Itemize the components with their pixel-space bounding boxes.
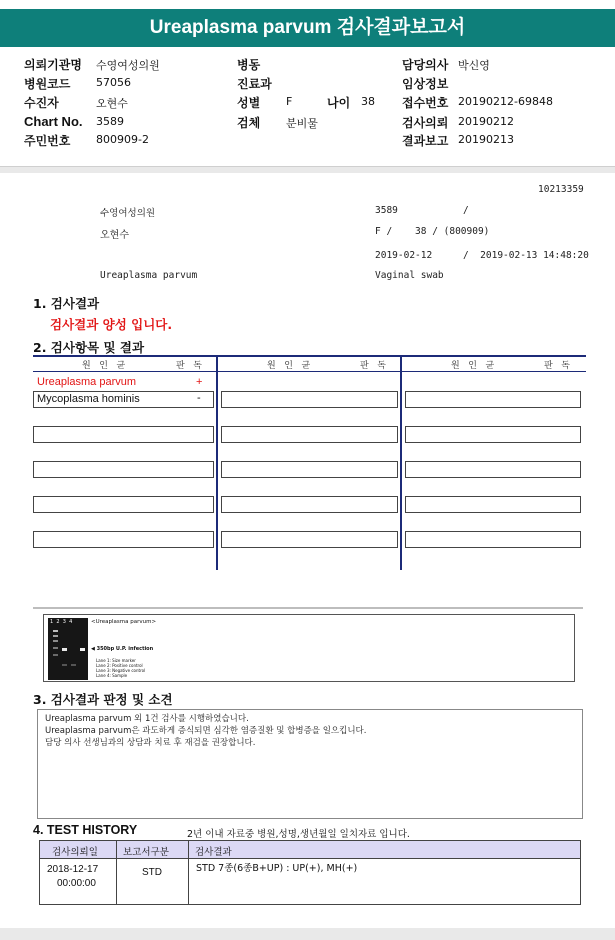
- grid-header-rule: [33, 371, 586, 372]
- label-chart-no: Chart No.: [24, 114, 83, 129]
- meta-date-request: 2019-02-12: [375, 250, 433, 261]
- col-header-judge-1: 판 독: [176, 361, 202, 371]
- value-hospital-code: 57056: [96, 76, 131, 89]
- gel-image-frame: [43, 614, 575, 682]
- result-cell: [221, 461, 398, 478]
- label-requesting-clinic: 의뢰기관명: [24, 58, 82, 72]
- col-header-judge-2: 판 독: [360, 361, 386, 371]
- gel-legend-item: Lane 3: Negative control: [96, 668, 146, 673]
- gel-legend-item: Lane 1: Size marker: [96, 658, 136, 663]
- result-cell: [33, 496, 214, 513]
- value-report-date: 20190213: [458, 133, 514, 146]
- gel-band: [71, 664, 76, 666]
- meta-clinic: 수영여성의원: [100, 208, 156, 219]
- grid-divider-1: [216, 356, 218, 570]
- grid-top-rule: [33, 355, 586, 357]
- meta-specimen: Vaginal swab: [375, 270, 444, 281]
- document-id: 10213359: [538, 184, 584, 195]
- value-sex: F: [286, 95, 293, 108]
- label-specimen: 검체: [237, 116, 261, 130]
- meta-test-name: Ureaplasma parvum: [100, 270, 198, 281]
- section4-title: 4. TEST HISTORY: [33, 823, 138, 837]
- label-clinical-info: 임상정보: [402, 77, 449, 91]
- gel-title: <Ureaplasma parvum>: [91, 619, 157, 625]
- history-header-type: 보고서구분: [123, 847, 169, 858]
- gel-lane-numbers: 1 2 3 4: [50, 619, 73, 625]
- report-title: Ureaplasma parvum 검사결과보고서: [0, 9, 615, 47]
- label-report-date: 결과보고: [402, 134, 449, 148]
- header-separator: [0, 167, 615, 173]
- label-resident-no: 주민번호: [24, 134, 71, 148]
- opinion-line: 담당 의사 선생님과의 상담과 치료 후 재검을 권장합니다.: [45, 738, 256, 748]
- result-cell: [33, 461, 214, 478]
- pathogen-name-mycoplasma: Mycoplasma hominis: [37, 393, 140, 405]
- gel-band: [80, 648, 85, 651]
- gel-band-label: ◀ 350bp U.P. infection: [91, 646, 154, 652]
- gel-electrophoresis-image: [48, 618, 88, 680]
- meta-date-report: / 2019-02-13 14:48:20: [463, 250, 589, 261]
- opinion-box: [37, 709, 583, 819]
- value-chart-no: 3589: [96, 115, 124, 128]
- value-specimen: 분비물: [286, 117, 318, 130]
- result-summary: 검사결과 양성 입니다.: [50, 317, 173, 332]
- section-separator: [33, 607, 583, 609]
- value-resident-no: 800909-2: [96, 133, 149, 146]
- history-date: 2018-12-17: [47, 864, 99, 875]
- result-cell: [33, 531, 214, 548]
- result-cell: [405, 426, 581, 443]
- label-ward: 병동: [237, 58, 261, 72]
- label-sex: 성별: [237, 96, 261, 110]
- gel-legend-item: Lane 4: Sample: [96, 673, 128, 678]
- label-age: 나이: [327, 96, 351, 110]
- history-time: 00:00:00: [57, 878, 96, 889]
- meta-chart: 3589: [375, 205, 398, 216]
- label-request-date: 검사의뢰: [402, 116, 449, 130]
- result-cell: [221, 531, 398, 548]
- value-age: 38: [361, 95, 375, 108]
- label-hospital-code: 병원코드: [24, 77, 71, 91]
- value-doctor: 박신영: [458, 59, 490, 72]
- gel-band: [53, 640, 58, 642]
- meta-chart-slash: /: [463, 205, 469, 216]
- pathogen-name-ureaplasma: Ureaplasma parvum: [37, 376, 137, 388]
- opinion-line: Ureaplasma parvum 외 1건 검사를 시행하였습니다.: [45, 714, 249, 724]
- history-col-divider: [188, 841, 189, 904]
- result-cell: [405, 496, 581, 513]
- value-receipt-no: 20190212-69848: [458, 95, 553, 108]
- label-doctor: 담당의사: [402, 58, 449, 72]
- meta-sex-age: F / 38 / (800909): [375, 226, 490, 237]
- grid-divider-2: [400, 356, 402, 570]
- history-type: STD: [142, 867, 162, 878]
- footer-band: [0, 928, 615, 940]
- history-col-divider: [116, 841, 117, 904]
- result-cell: [405, 461, 581, 478]
- result-cell: [405, 391, 581, 408]
- section1-title: 1. 검사결과: [33, 296, 100, 311]
- value-patient: 오현수: [96, 97, 128, 110]
- gel-band: [62, 648, 67, 651]
- history-header-date: 검사의뢰일: [52, 847, 98, 858]
- label-department: 진료과: [237, 77, 272, 91]
- pathogen-result-ureaplasma: +: [196, 376, 203, 388]
- value-requesting-clinic: 수영여성의원: [96, 59, 160, 72]
- history-result: STD 7종(6종B+UP) : UP(+), MH(+): [196, 863, 358, 874]
- gel-band: [53, 647, 58, 649]
- col-header-pathogen-3: 원 인 균: [451, 361, 495, 371]
- col-header-judge-3: 판 독: [544, 361, 570, 371]
- gel-band: [62, 664, 67, 666]
- result-cell: [221, 391, 398, 408]
- result-cell: [221, 426, 398, 443]
- history-table: [39, 840, 581, 905]
- result-cell: [33, 426, 214, 443]
- result-cell: [221, 496, 398, 513]
- history-header-result: 검사결과: [195, 847, 232, 858]
- result-cell: [405, 531, 581, 548]
- col-header-pathogen-2: 원 인 균: [267, 361, 311, 371]
- col-header-pathogen-1: 원 인 균: [82, 361, 126, 371]
- gel-band: [53, 630, 58, 632]
- meta-patient: 오현수: [100, 230, 129, 241]
- gel-legend: [96, 658, 145, 678]
- section3-title: 3. 검사결과 판정 및 소견: [33, 692, 173, 707]
- label-patient: 수진자: [24, 96, 59, 110]
- opinion-text: [45, 713, 366, 749]
- section2-title: 2. 검사항목 및 결과: [33, 340, 145, 355]
- label-receipt-no: 접수번호: [402, 96, 449, 110]
- gel-band: [53, 654, 58, 656]
- opinion-line: Ureaplasma parvum은 과도하게 증식되면 심각한 염증질환 및 합병증을 일으킵니다.: [45, 726, 367, 736]
- gel-legend-item: Lane 2: Positive control: [96, 663, 143, 668]
- gel-band: [53, 635, 58, 637]
- history-table-header: [40, 841, 580, 859]
- value-request-date: 20190212: [458, 115, 514, 128]
- history-note: 2년 이내 자료중 병원,성명,생년월일 일치자료 입니다.: [187, 829, 410, 840]
- pathogen-result-mycoplasma: -: [197, 392, 201, 404]
